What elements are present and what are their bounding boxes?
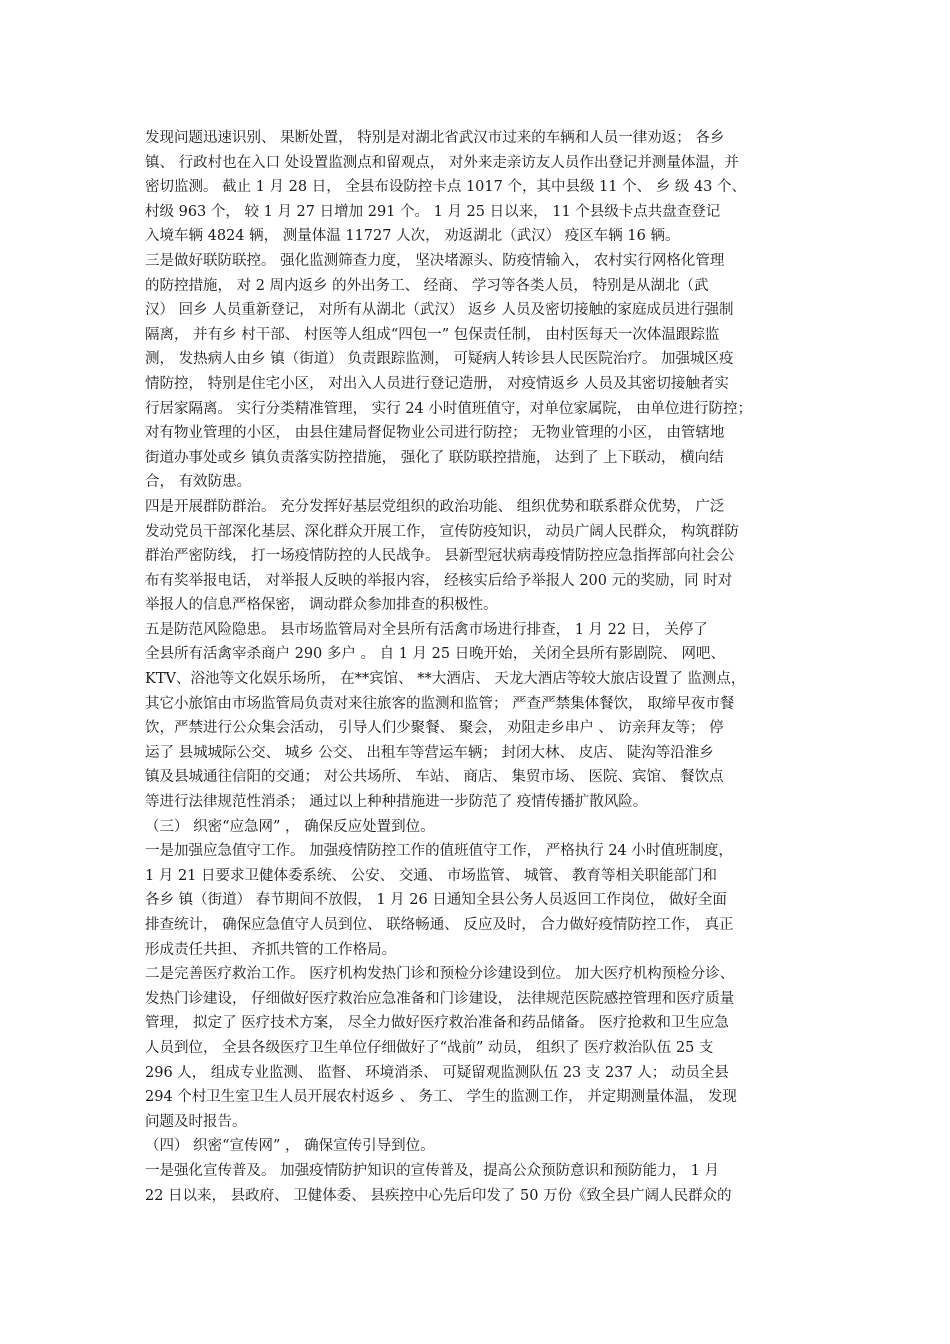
text-line: （四） 织密“宣传网” ， 确保宣传引导到位。	[145, 1138, 435, 1155]
text-line: 其它小旅馆由市场监管局负责对来往旅客的监测和监管； 严查严禁集体餐饮， 取缔早夜市餐	[145, 695, 735, 712]
text-line: 人员到位， 全县各级医疗卫生单位仔细做好了“战前” 动员， 组织了 医疗救治队伍 25 支	[145, 1039, 714, 1056]
text-line: 一是强化宣传普及。 加强疫情防护知识的宣传普及，提高公众预防意识和预防能力， 1 月	[145, 1162, 720, 1179]
text-line: 各乡 镇（街道） 春节期间不放假， 1 月 26 日通知全县公务人员返回工作岗位， 做好全面	[145, 892, 727, 909]
text-line: 汉） 回乡 人员重新登记， 对所有从湖北（武汉） 返乡 人员及密切接触的家庭成员进行强制	[145, 302, 734, 319]
text-line: 镇、 行政村也在入口 处设置监测点和留观点， 对外来走亲访友人员作出登记并测量体温，并	[145, 154, 739, 171]
text-line: 发动党员干部深化基层、深化群众开展工作， 宣传防疫知识， 动员广阔人民群众， 构筑群防	[145, 523, 739, 540]
text-line: 发热门诊建设， 仔细做好医疗救治应急准备和门诊建设， 法律规范医院感控管理和医疗质量	[145, 990, 735, 1007]
text-line: 布有奖举报电话， 对举报人反映的举报内容， 经核实后给予举报人 200 元的奖励，同 时对	[145, 572, 733, 589]
text-line: 举报人的信息严格保密， 调动群众参加排查的积极性。	[145, 597, 498, 614]
text-line: 镇及县城通往信阳的交通； 对公共场所、 车站、 商店、 集贸市场、 医院、宾馆、 餐饮点	[145, 769, 724, 786]
text-line: 入境车辆 4824 辆， 测量体温 11727 人次， 劝返湖北（武汉） 疫区车辆 16 辆。	[145, 228, 680, 245]
text-line: 管理， 拟定了 医疗技术方案， 尽全力做好医疗救治准备和药品储备。 医疗抢救和卫生应急	[145, 1015, 729, 1032]
text-line: KTV、浴池等文化娱乐场所， 在**宾馆、 **大酒店、 天龙大酒店等较大旅店设置了 监测点，	[145, 671, 746, 688]
text-line: 对有物业管理的小区， 由县住建局督促物业公司进行防控； 无物业管理的小区， 由管辖地	[145, 425, 725, 442]
text-line: 五是防范风险隐患。 县市场监管局对全县所有活禽市场进行排查， 1 月 22 日， 关停了	[145, 621, 708, 638]
text-line: 排查统计， 确保应急值守人员到位、 联络畅通、 反应及时， 合力做好疫情防控工作， 真正	[145, 917, 734, 933]
text-line: （三） 织密“应急网” ， 确保反应处置到位。	[145, 818, 435, 835]
text-line: 全县所有活禽宰杀商户 290 多户 。 自 1 月 25 日晚开始， 关闭全县所有影剧院、 网吧、	[145, 646, 725, 663]
text-line: 群治严密防线， 打一场疫情防控的人民战争。 县新型冠状病毒疫情防控应急指挥部向社会公	[145, 548, 735, 565]
text-line: 问题及时报告。	[145, 1113, 247, 1130]
text-line: 296 人， 组成专业监测、 监督、 环境消杀、 可疑留观监测队伍 23 支 237 人； 动员全县	[145, 1064, 729, 1081]
text-line: 饮，严禁进行公众集会活动， 引导人们少聚餐、 聚会， 劝阻走乡串户 、 访亲拜友等； 停	[145, 720, 724, 737]
text-line: 发现问题迅速识别、 果断处置， 特别是对湖北省武汉市过来的车辆和人员一律劝返； 各乡	[145, 130, 725, 146]
text-line: 合， 有效防患。	[145, 474, 252, 491]
text-line: 三是做好联防联控。 强化监测筛查力度， 坚决堵源头、防疫情输入， 农村实行网格化管理	[145, 252, 725, 269]
text-line: 隔离， 并有乡 村干部、 村医等人组成“四包一” 包保责任制， 由村医每天一次体温跟踪监	[145, 326, 720, 343]
text-line: 街道办事处或乡 镇负责落实防控措施， 强化了 联防联控措施， 达到了 上下联动， 横向结	[145, 449, 724, 466]
text-line: 四是开展群防群治。 充分发挥好基层党组织的政治功能、 组织优势和联系群众优势， 广泛	[145, 498, 725, 515]
text-line: 22 日以来， 县政府、 卫健体委、 县疾控中心先后印发了 50 万份《致全县广阔人民群众的	[145, 1187, 732, 1204]
text-line: 运了 县城城际公交、 城乡 公交、 出租车等营运车辆； 封闭大林、 皮店、 陡沟等沿淮乡	[145, 744, 714, 761]
text-line: 1 月 21 日要求卫健体委系统、 公安、 交通、 市场监管、 城管、 教育等相关职能部门和	[145, 867, 718, 884]
text-line: 测， 发热病人由乡 镇（街道） 负责跟踪监测， 可疑病人转诊县人民医院治疗。 加强城区疫	[145, 351, 734, 368]
text-line: 一是加强应急值守工作。 加强疫情防控工作的值班值守工作， 严格执行 24 小时值班制度，	[145, 843, 733, 860]
text-line: 情防控， 特别是住宅小区， 对出入人员进行登记造册， 对疫情返乡 人员及其密切接触者实	[145, 375, 729, 392]
text-line: 密切监测。 截止 1 月 28 日， 全县布设防控卡点 1017 个，其中县级 11 个、 乡 级 43 个、	[145, 179, 747, 196]
document-body	[145, 126, 810, 1208]
text-line: 等进行法律规范性消杀； 通过以上种种措施进一步防范了 疫情传播扩散风险。	[145, 794, 648, 811]
text-line: 形成责任共担、 齐抓共管的工作格局。	[145, 941, 397, 958]
text-line: 行居家隔离。 实行分类精准管理， 实行 24 小时值班值守，对单位家属院， 由单位进行防控；	[145, 400, 752, 417]
text-line: 294 个村卫生室卫生人员开展农村返乡 、 务工、 学生的监测工作， 并定期测量体温， 发现	[145, 1089, 737, 1106]
text-line: 村级 963 个， 较 1 月 27 日增加 291 个。 1 月 25 日以来， 11 个县级卡点共盘查登记	[145, 203, 721, 220]
text-line: 二是完善医疗救治工作。 医疗机构发热门诊和预检分诊建设到位。 加大医疗机构预检分诊、	[145, 966, 735, 983]
text-line: 的防控措施， 对 2 周内返乡 的外出务工、 经商、 学习等各类人员， 特别是从湖北（武	[145, 277, 709, 294]
